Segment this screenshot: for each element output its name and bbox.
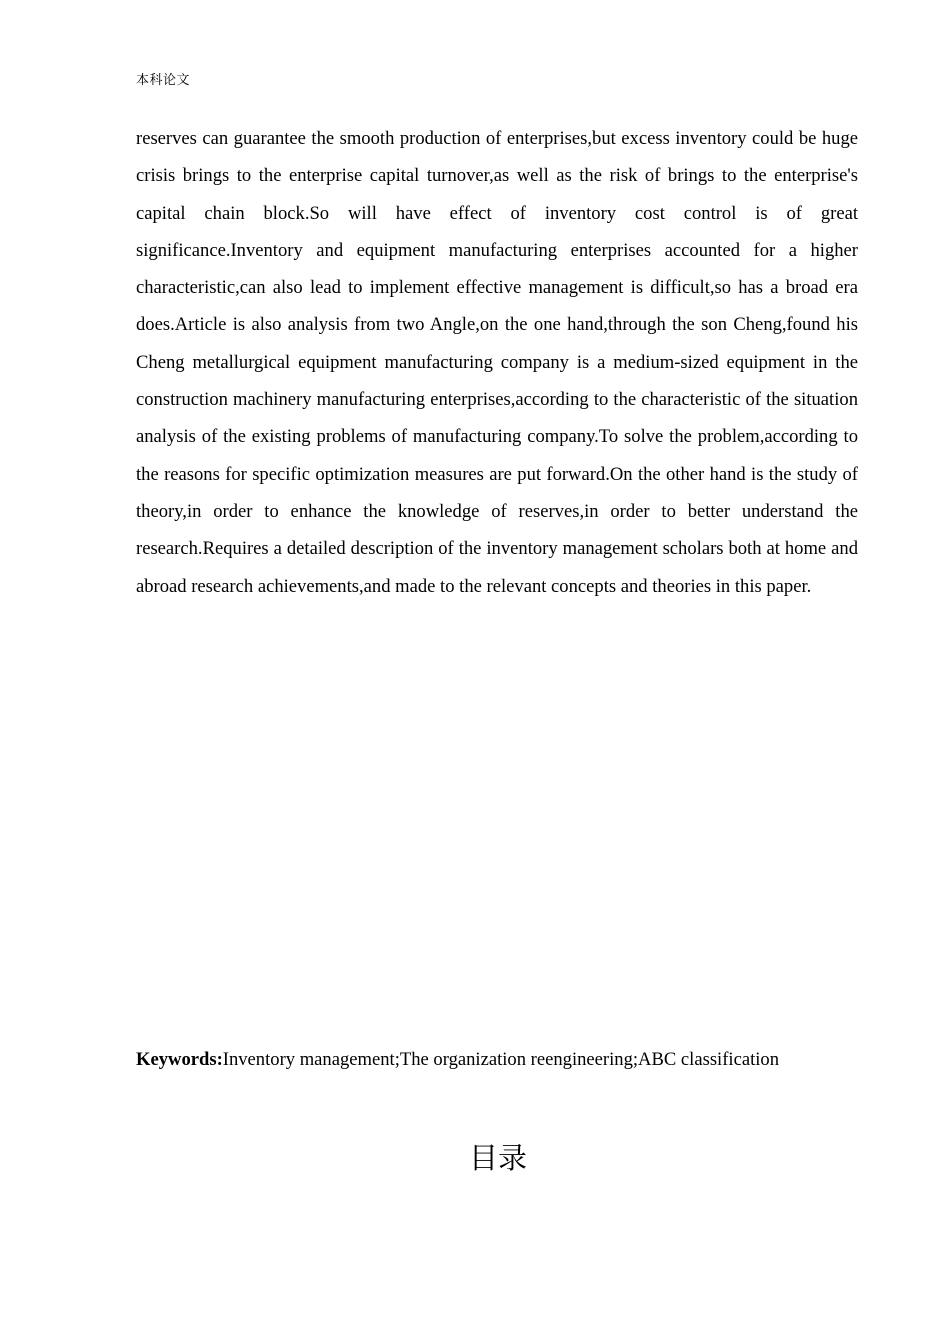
keywords-line xyxy=(136,1041,858,1078)
toc-title: 目录 xyxy=(468,1141,527,1175)
keywords-label: Keywords: xyxy=(136,1049,223,1070)
abstract-paragraph: reserves can guarantee the smooth production of enterprises,but excess inventory could be huge crisis brings to the enterprise capital turnover,as well as the risk of brings to the enterprise's capital chain block.So will have effect of inventory cost control is of great significance.Inventory and equipment manufacturing enterprises accounted for a higher characteristic,can also lead to implement effective management is difficult,so has a broad era does.Article is also analysis from two Angle,on the one hand,through the son Cheng,found his Cheng metallurgical equipment manufacturing company is a medium-sized equipment in the construction machinery manufacturing enterprises,according to the characteristic of the situation analysis of the existing problems of manufacturing company.To solve the problem,according to the reasons for specific optimization measures are put forward.On the other hand is the study of theory,in order to enhance the knowledge of reserves,in order to better understand the research.Requires a detailed description of the inventory management scholars both at home and abroad research achievements,and made to the relevant concepts and theories in this paper. xyxy=(136,128,858,597)
running-header: 本科论文 xyxy=(136,73,191,88)
keywords-value: Inventory management;The organization reengineering;ABC classification xyxy=(222,1049,780,1070)
